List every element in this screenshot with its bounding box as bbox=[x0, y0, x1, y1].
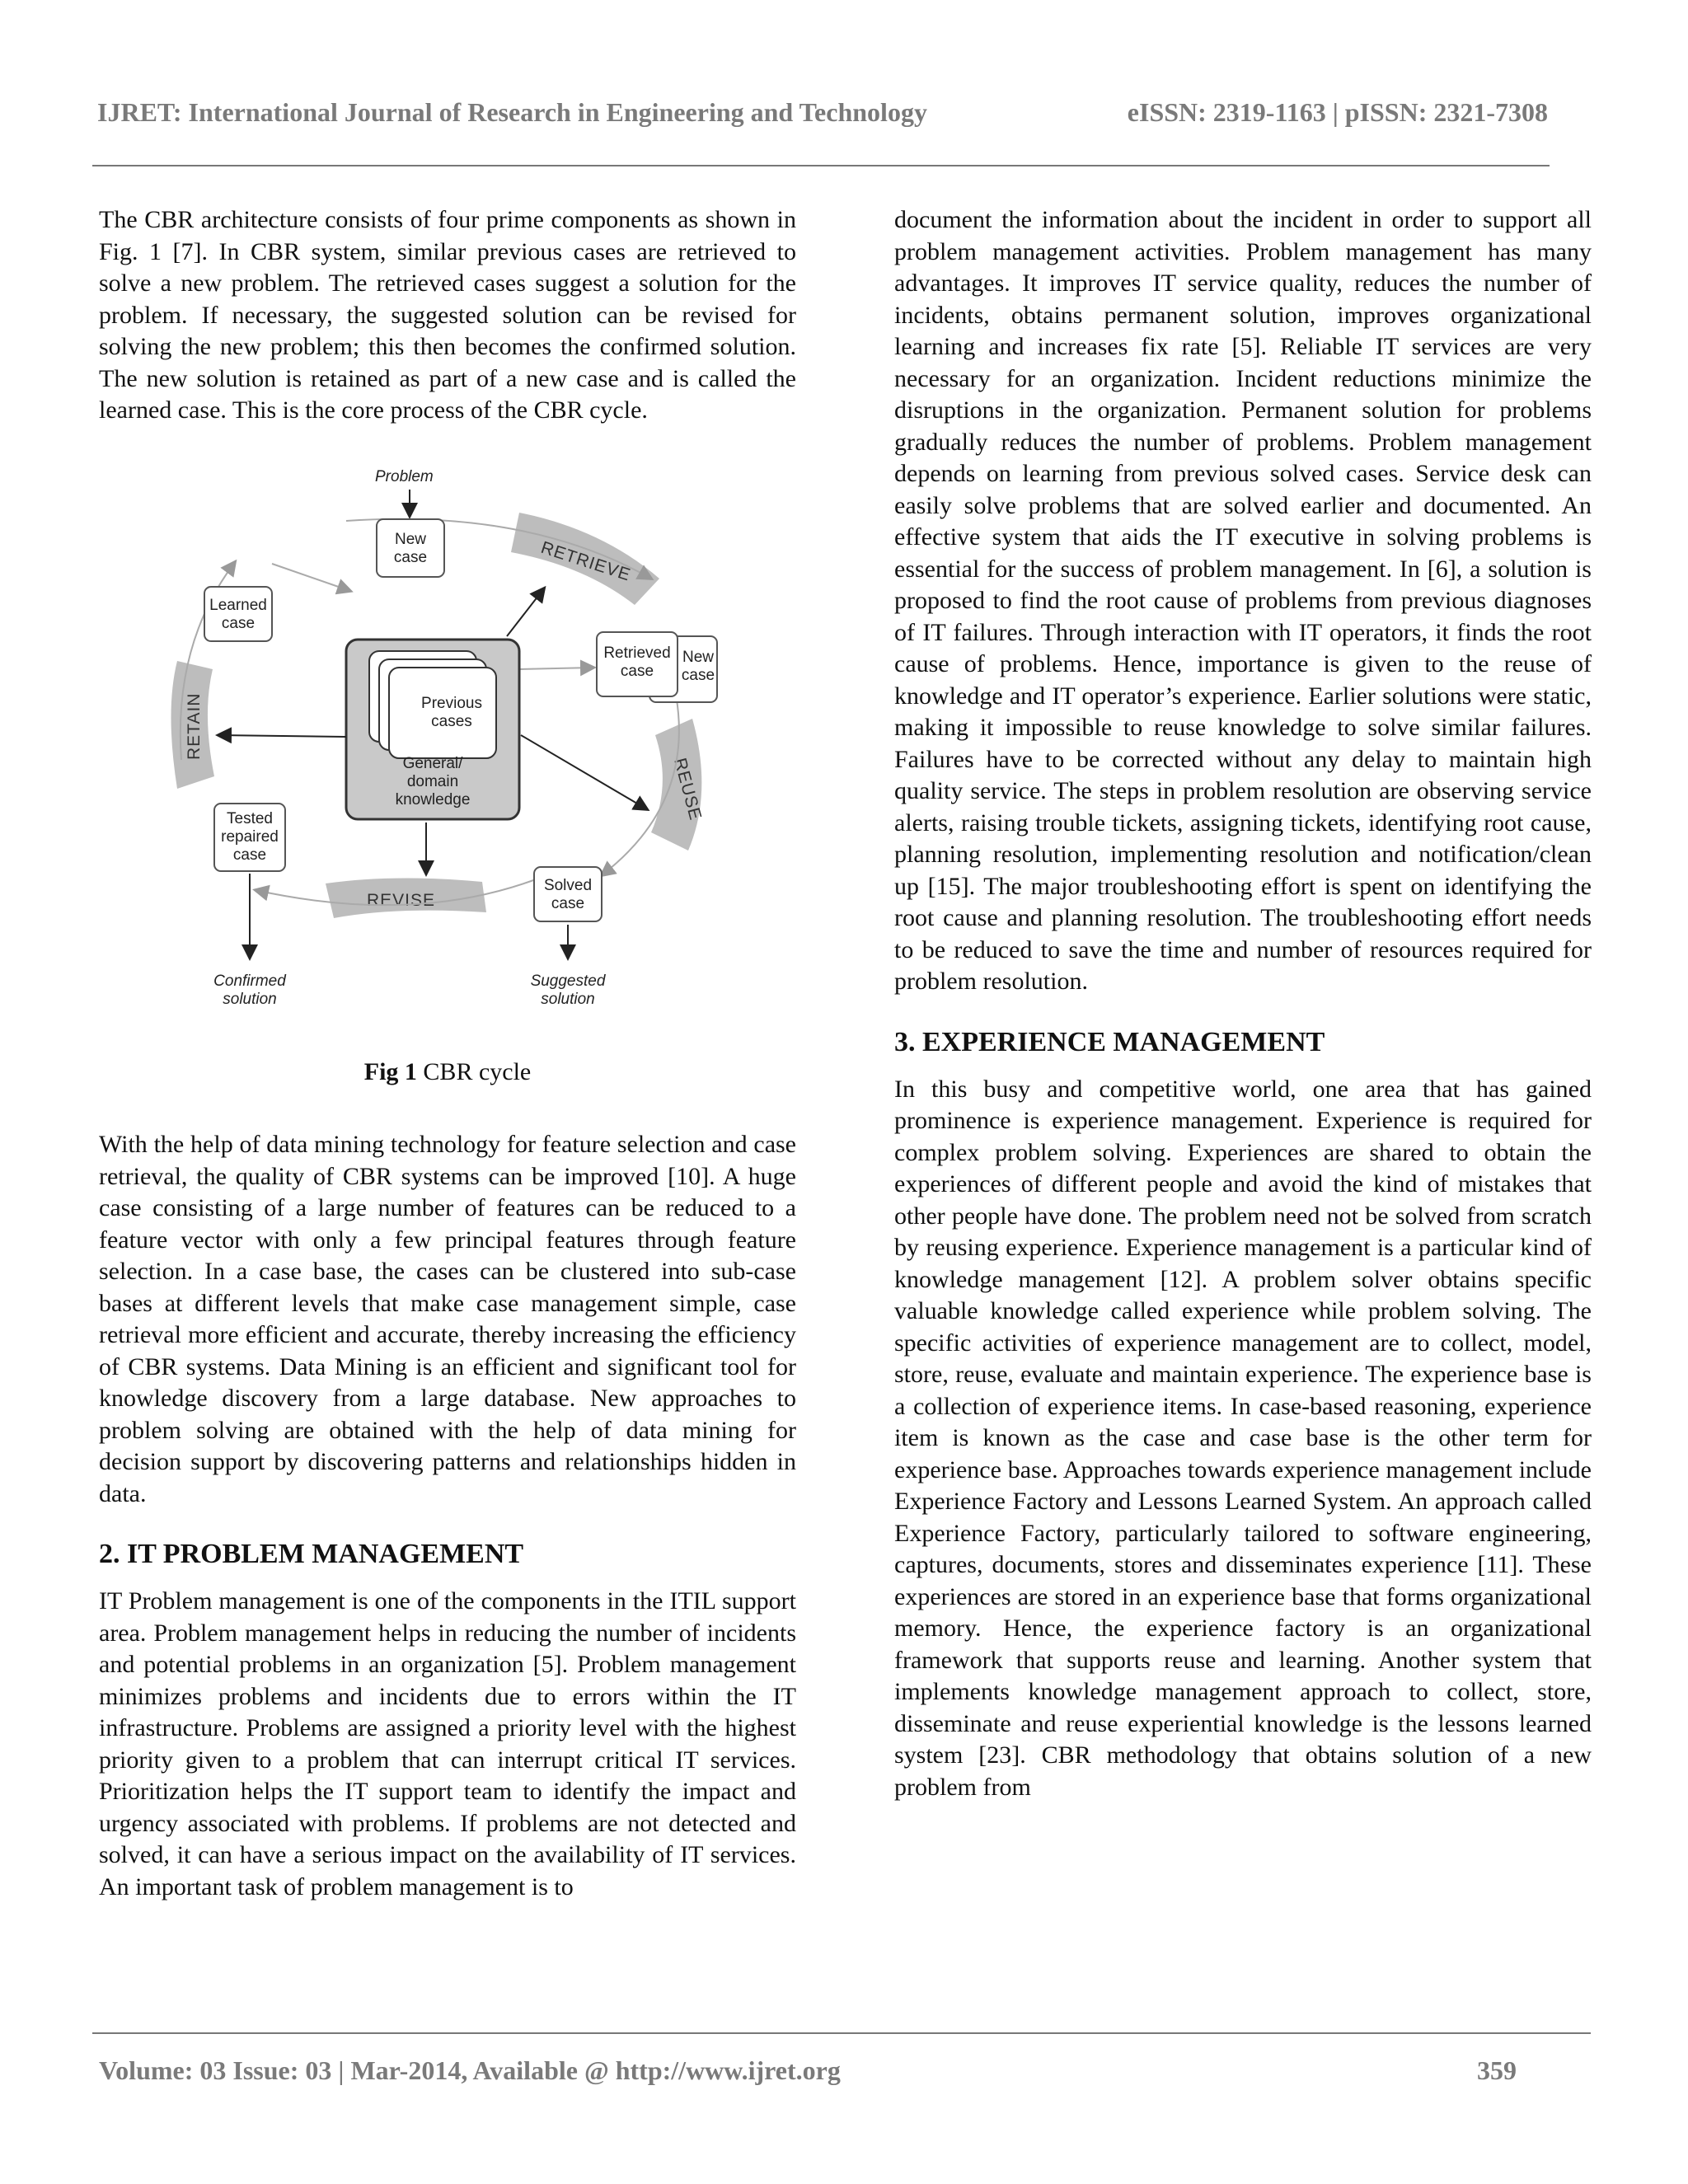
label-problem: Problem bbox=[375, 467, 434, 485]
footer-rule bbox=[92, 2032, 1591, 2034]
figure-caption-text: CBR cycle bbox=[416, 1057, 532, 1085]
figure-caption-label: Fig 1 bbox=[363, 1057, 417, 1085]
arrow-kb-newcase bbox=[507, 588, 544, 636]
phase-revise: REVISE bbox=[367, 890, 436, 910]
phase-reuse: REUSE bbox=[670, 755, 706, 823]
arrow-kb-retain bbox=[218, 735, 346, 737]
new-case-line2: case bbox=[393, 548, 428, 566]
box-new-case bbox=[377, 519, 444, 577]
running-header bbox=[97, 97, 1548, 128]
box-solved-case bbox=[534, 867, 602, 921]
header-rule bbox=[92, 165, 1550, 166]
general-line2: domain bbox=[406, 772, 459, 790]
confirmed-line2: solution bbox=[223, 990, 277, 1008]
figure-caption bbox=[99, 1057, 796, 1089]
page-number: 359 bbox=[1477, 2055, 1517, 2085]
confirmed-line1: Confirmed bbox=[213, 972, 286, 990]
learned-line2: case bbox=[221, 614, 256, 632]
solved-line1: Solved bbox=[543, 876, 593, 894]
phase-retain: RETAIN bbox=[185, 692, 204, 760]
new-case2-line2: case bbox=[681, 666, 715, 684]
left-paragraph-1: The CBR architecture consists of four prime components as shown in Fig. 1 [7]. In CBR system, similar previous cases are retrieved to solve a new problem. The retrieved cases suggest a solution for the problem. If necessary, the suggested solution can be revised for solving the new problem; this then becomes the confirmed solution. The new solution is retained as part of a new case and is called the learned case. This is the core process of the CBR cycle. bbox=[99, 206, 796, 424]
journal-title: IJRET: International Journal of Research in Engineering and Technology bbox=[97, 97, 927, 127]
right-column bbox=[894, 204, 1592, 1803]
suggested-line2: solution bbox=[541, 990, 595, 1008]
arrow-kb-reuse bbox=[521, 735, 647, 809]
learned-line1: Learned bbox=[209, 596, 267, 614]
arrow-learned-to-kb bbox=[272, 564, 350, 591]
right-paragraph-2: In this busy and competitive world, one area that has gained prominence is experience management. Experience is required for complex problem solving. Experiences are shared to obtain the experiences of different people and avoid the kind of mistakes that other people have done. The problem need not be solved from scratch by reusing experience. Experience management is a particular kind of knowledge management [12]. A problem solver obtains specific valuable knowledge called experience while problem solving. The specific activities of experience management are to collect, model, store, reuse, evaluate and maintain experience. The experience base is a collection of experience items. In case-based reasoning, experience item is known as the case and case base is the other term for experience base. Approaches towards experience management include Experience Factory and Lessons Learned System. An approach called Experience Factory, particularly tailored to software engineering, captures, documents, stores and disseminates experience [11]. These experiences are stored in an experience base that forms organizational memory. Hence, the experience factory is an organizational framework that supports reuse and learning. Another system that implements knowledge management approach to collect, store, disseminate and reuse experiential knowledge is the lessons learned system [23]. CBR methodology that obtains solution of a new problem from bbox=[894, 1075, 1592, 1801]
suggested-line1: Suggested bbox=[530, 972, 606, 990]
tested-line1: Tested bbox=[227, 809, 273, 827]
general-line3: knowledge bbox=[395, 790, 471, 808]
solved-line2: case bbox=[551, 894, 585, 912]
previous-line2: cases bbox=[431, 712, 472, 730]
section-heading-2: 2. IT PROBLEM MANAGEMENT bbox=[99, 1539, 524, 1569]
left-paragraph-3: IT Problem management is one of the components in the ITIL support area. Problem management helps in reducing the number of incidents and potential problems in an organization [5]. Problem management minimizes problems and incidents due to errors within the IT infrastructure. Problems are assigned a priority level with the highest priority given to a problem that can interrupt critical IT services. Prioritization helps the IT support team to identify the impact and urgency associated with problems. If problems are not detected and solved, it can have a serious impact on the availability of IT services. An important task of problem management is to bbox=[99, 1587, 796, 1900]
new-case-line1: New bbox=[394, 530, 427, 548]
new-case2-line1: New bbox=[682, 648, 715, 666]
retrieved-line1: Retrieved bbox=[603, 644, 671, 662]
general-line1: General/ bbox=[402, 754, 463, 772]
left-column bbox=[99, 204, 796, 1903]
tested-line2: repaired bbox=[221, 827, 279, 846]
cbr-cycle-diagram bbox=[99, 463, 796, 1057]
left-paragraph-2: With the help of data mining technology for feature selection and case retrieval, the quality of CBR systems can be improved [10]. A huge case consisting of a large number of features can be reduced to a feature vector with only a few principal features through feature selection. In a case base, the cases can be clustered into sub-case bases at different levels that make case management simple, case retrieval more efficient and accurate, thereby increasing the efficiency of CBR systems. Data Mining is an efficient and significant tool for knowledge discovery from a large database. New approaches to problem solving are obtained with the help of data mining for decision support by discovering patterns and relationships hidden in data. bbox=[99, 1131, 796, 1507]
arrow-kb-to-retrieved bbox=[519, 668, 593, 669]
box-learned-case bbox=[204, 587, 272, 641]
retrieved-line2: case bbox=[620, 662, 654, 680]
right-paragraph-1: document the information about the incident in order to support all problem management activities. Problem management has many advantages. It improves IT service quality, reduces the number of incidents, obtains permanent solution, improves organizational learning and increases fix rate [5]. Reliable IT services are very necessary for an organization. Incident reductions minimize the disruptions in the organization. Permanent solution for problems gradually reduces the number of problems. Problem management depends on learning from previous solved cases. Service desk can easily solve problems that are solved earlier and documented. An effective system that aids the IT executive in solving problems is essential for the success of problem management. In [6], a solution is proposed to find the root cause of problems from previous diagnoses of IT failures. Through interaction with IT operators, it finds the root cause of problems. Hence, importance is given to the reuse of knowledge and IT operator’s experience. Earlier solutions were static, making it impossible to reuse knowledge to solve similar failures. Failures have to be corrected without any delay to maintain high quality service. The steps in problem resolution are observing service alerts, raising trouble tickets, assigning tickets, identifying root cause, planning resolution, implementing resolution and notification/clean up [15]. The major troubleshooting effort is spent on identifying the root cause and planning resolution. The troubleshooting effort needs to be reduced to save the time and number of resources required for problem resolution. bbox=[894, 206, 1592, 995]
running-footer bbox=[99, 2055, 1517, 2086]
section-heading-3: 3. EXPERIENCE MANAGEMENT bbox=[894, 1026, 1325, 1057]
issn-info: eISSN: 2319-1163 | pISSN: 2321-7308 bbox=[1127, 97, 1548, 127]
figure-cbr-cycle bbox=[99, 463, 796, 1089]
volume-info: Volume: 03 Issue: 03 | Mar-2014, Available @ http://www.ijret.org bbox=[99, 2055, 841, 2085]
phase-retrieve: RETRIEVE bbox=[538, 537, 634, 585]
tested-line3: case bbox=[232, 846, 267, 864]
previous-line1: Previous bbox=[421, 694, 482, 712]
